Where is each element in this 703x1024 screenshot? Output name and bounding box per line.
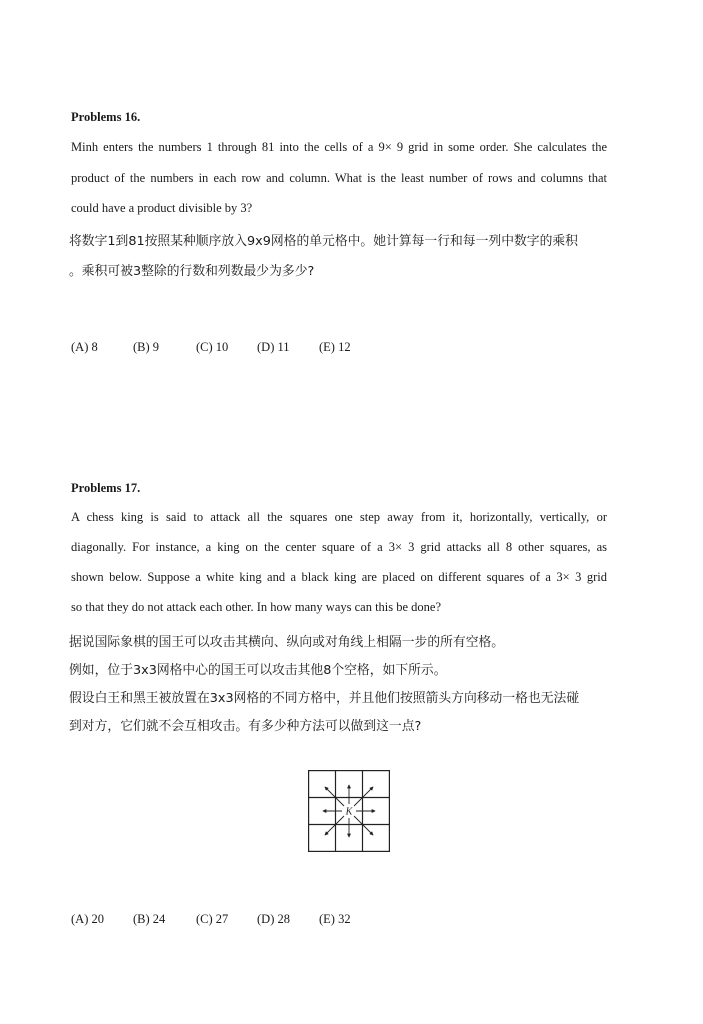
problem-17-text-line: so that they do not attack each other. In how many ways can this be done?	[71, 600, 442, 614]
king-label: K	[345, 806, 353, 818]
problem-16-choices	[71, 340, 351, 355]
choice-c: (C) 27	[196, 912, 229, 926]
problem-16-heading: Problems 16.	[71, 110, 141, 124]
problem-17-text-line: shown below. Suppose a white king and a black king are placed on different squares of a 3× 3 grid	[71, 570, 607, 584]
problem-17-chinese-line: 假设白王和黑王被放置在3x3网格的不同方格中，并且他们按照箭头方向移动一格也无法碰	[69, 691, 580, 706]
problem-17-choices	[71, 912, 351, 927]
choice-b: (B) 9	[133, 340, 160, 354]
problem-16-text-line: product of the numbers in each row and column. What is the least number of rows and columns that	[71, 171, 607, 185]
choice-d: (D) 11	[257, 340, 290, 354]
choice-a: (A) 8	[71, 340, 98, 354]
problem-16-chinese-line: 。乘积可被3整除的行数和列数最少为多少?	[69, 264, 315, 279]
problem-16-chinese-line: 将数字1到81按照某种顺序放入9x9网格的单元格中。她计算每一行和每一列中数字的乘积	[69, 234, 578, 249]
king-attack-diagram	[308, 770, 390, 852]
problem-17-heading: Problems 17.	[71, 481, 141, 495]
problem-16-text-line: Minh enters the numbers 1 through 81 into the cells of a 9× 9 grid in some order. She calculates the	[71, 140, 607, 154]
choice-e: (E) 32	[319, 912, 351, 926]
choice-b: (B) 24	[133, 912, 166, 926]
problem-17-chinese-line: 到对方，它们就不会互相攻击。有多少种方法可以做到这一点?	[69, 719, 422, 734]
choice-e: (E) 12	[319, 340, 351, 354]
choice-c: (C) 10	[196, 340, 229, 354]
choice-a: (A) 20	[71, 912, 104, 926]
choice-d: (D) 28	[257, 912, 290, 926]
problem-17-chinese-line: 例如，位于3x3网格中心的国王可以攻击其他8个空格，如下所示。	[69, 663, 447, 678]
problem-16-text-line: could have a product divisible by 3?	[71, 201, 253, 215]
problem-17-chinese-line: 据说国际象棋的国王可以攻击其横向、纵向或对角线上相隔一步的所有空格。	[69, 635, 505, 650]
problem-17-text-line: diagonally. For instance, a king on the center square of a 3× 3 grid attacks all 8 other squares, as	[71, 540, 607, 554]
problem-17-text-line: A chess king is said to attack all the squares one step away from it, horizontally, vertically, or	[71, 510, 607, 524]
